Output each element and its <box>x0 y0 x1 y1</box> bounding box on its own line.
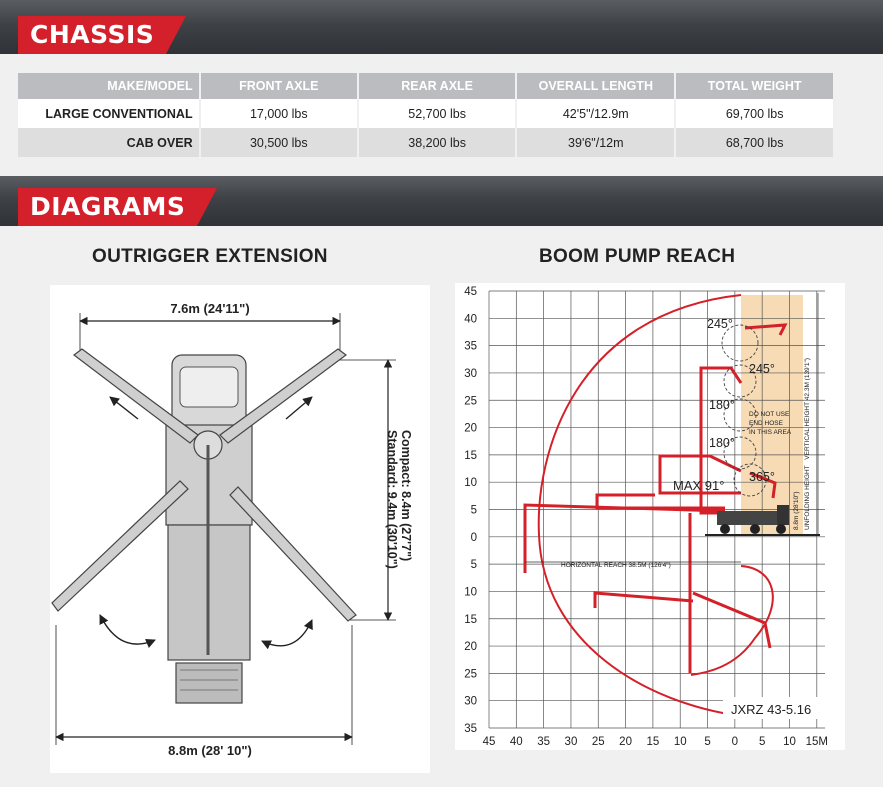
outrigger-diagram <box>50 285 430 773</box>
table-cell: 68,700 lbs <box>675 128 833 157</box>
angle-label: 180° <box>709 398 735 412</box>
table-cell: 69,700 lbs <box>675 99 833 128</box>
y-tick-label: 15 <box>464 449 477 462</box>
chassis-table <box>18 73 833 157</box>
chassis-banner <box>0 0 883 54</box>
y-tick-label: 40 <box>464 313 477 326</box>
outrigger-title: OUTRIGGER EXTENSION <box>92 246 328 267</box>
x-tick-label: 20 <box>619 736 632 748</box>
col-header: OVERALL LENGTH <box>516 73 675 99</box>
model-label: JXRZ 43-5.16 <box>731 702 812 717</box>
x-tick-label: 30 <box>564 736 578 748</box>
diagrams-banner <box>0 176 883 226</box>
y-tick-label: 20 <box>464 641 477 654</box>
no-hose-text: END HOSE <box>749 420 783 427</box>
x-tick-label: 45 <box>482 736 496 748</box>
boom-title: BOOM PUMP REACH <box>539 246 736 267</box>
boom-svg <box>455 283 845 750</box>
y-tick-label: 15 <box>464 613 477 626</box>
y-tick-label: 30 <box>464 367 477 380</box>
horizontal-reach-label: HORIZONTAL REACH 38.5M (126'4") <box>561 562 671 569</box>
no-hose-text: IN THIS AREA <box>749 429 792 436</box>
x-tick-label: 10 <box>783 736 796 748</box>
angle-label: MAX 91° <box>673 478 725 493</box>
col-header: FRONT AXLE <box>200 73 358 99</box>
table-row <box>18 99 833 128</box>
table-cell: 39'6"/12m <box>516 128 675 157</box>
angle-label: 180° <box>709 436 735 450</box>
col-header: TOTAL WEIGHT <box>675 73 833 99</box>
table-row <box>18 128 833 157</box>
x-tick-label: 15M <box>805 736 828 748</box>
y-tick-label: 10 <box>464 586 477 599</box>
unfolding-height-value: 8.8m (28'10") <box>793 491 800 530</box>
x-tick-label: 5 <box>704 736 711 748</box>
x-tick-label: 15 <box>646 736 660 748</box>
y-tick-label: 20 <box>464 422 477 435</box>
y-tick-label: 5 <box>470 559 477 572</box>
table-cell: LARGE CONVENTIONAL <box>18 99 200 128</box>
x-tick-label: 40 <box>509 736 523 748</box>
y-tick-label: 25 <box>464 668 477 681</box>
x-tick-label: 5 <box>758 736 766 748</box>
vertical-height-label: VERTICAL HEIGHT 42.3M (139'1") <box>804 358 811 460</box>
table-header-row <box>18 73 833 99</box>
outrigger-svg <box>50 285 430 773</box>
compact-dimension-label: Compact: 8.4m (27'7") <box>399 430 413 562</box>
table-cell: 42'5"/12.9m <box>516 99 675 128</box>
no-hose-text: DO NOT USE <box>749 411 790 418</box>
x-tick-label: 10 <box>673 736 687 748</box>
angle-label: 365° <box>749 470 775 484</box>
table-cell: 17,000 lbs <box>200 99 358 128</box>
boom-reach-diagram <box>455 283 845 750</box>
diagrams-heading: DIAGRAMS <box>18 188 197 226</box>
y-tick-label: 0 <box>470 531 477 544</box>
y-tick-label: 25 <box>464 395 477 408</box>
y-tick-label: 30 <box>464 695 477 708</box>
y-tick-label: 35 <box>464 723 477 735</box>
x-tick-label: 35 <box>537 736 551 748</box>
y-tick-label: 45 <box>464 286 477 298</box>
x-tick-label: 25 <box>591 736 605 748</box>
angle-label: 245° <box>749 362 775 376</box>
col-header: REAR AXLE <box>358 73 516 99</box>
standard-dimension-label: Standard: 9.4m (30'10") <box>385 430 399 569</box>
x-tick-label: 0 <box>731 736 739 748</box>
y-tick-label: 10 <box>464 477 477 490</box>
table-cell: CAB OVER <box>18 128 200 157</box>
angle-label: 245° <box>707 317 733 331</box>
chassis-heading: CHASSIS <box>18 16 166 54</box>
table-cell: 38,200 lbs <box>358 128 516 157</box>
unfolding-height-label: UNFOLDING HEIGHT <box>804 465 811 530</box>
col-header: MAKE/MODEL <box>18 73 200 99</box>
bottom-dimension-label: 8.8m (28' 10") <box>168 743 252 758</box>
top-dimension-label: 7.6m (24'11") <box>170 301 250 316</box>
y-tick-label: 5 <box>470 504 477 517</box>
table-cell: 30,500 lbs <box>200 128 358 157</box>
table-cell: 52,700 lbs <box>358 99 516 128</box>
y-tick-label: 35 <box>464 340 477 353</box>
